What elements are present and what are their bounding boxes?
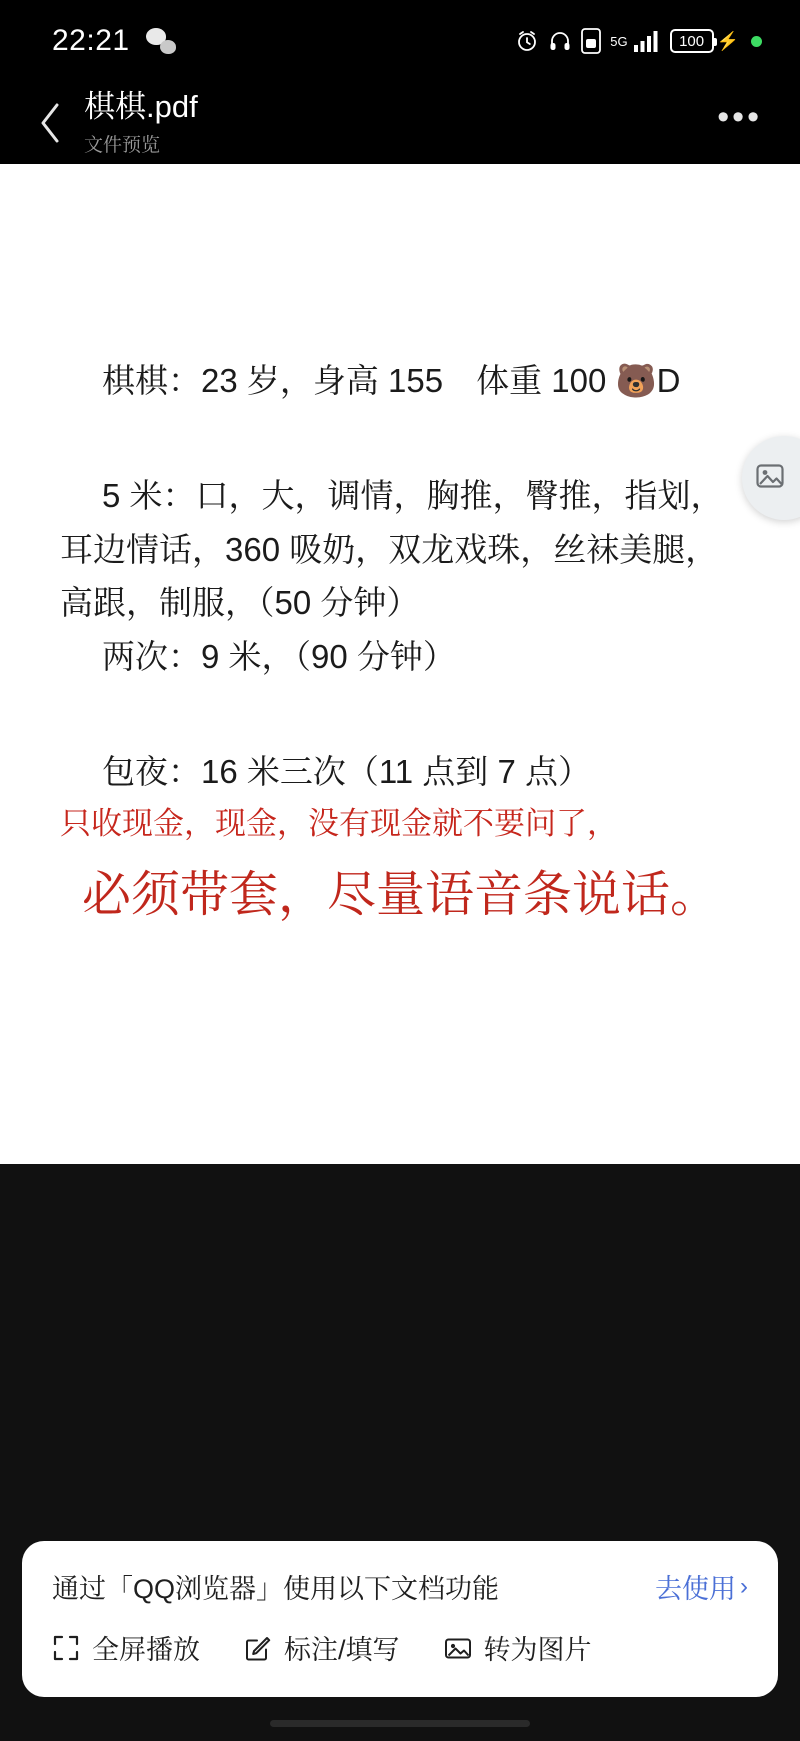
doc-line-3: 两次：9 米，（90 分钟） bbox=[102, 637, 456, 675]
sim-card-icon bbox=[581, 28, 601, 54]
doc-line-1: 棋棋：23 岁，身高 155 体重 100 🐻D bbox=[102, 362, 681, 399]
network-type-label: 5G bbox=[610, 33, 628, 49]
sheet-hint-text: 通过「QQ浏览器」使用以下文档功能 bbox=[52, 1574, 500, 1604]
spacer bbox=[60, 683, 740, 745]
tool-annotate-fill[interactable] bbox=[244, 1628, 400, 1667]
back-button[interactable] bbox=[24, 97, 76, 149]
wechat-icon bbox=[146, 28, 176, 54]
warning-text-small: 只收现金，现金，没有现金就不要问了， bbox=[60, 805, 618, 841]
recording-indicator-dot bbox=[751, 36, 762, 47]
alarm-icon bbox=[515, 29, 539, 53]
title-bar bbox=[0, 82, 800, 164]
tool-convert-to-image[interactable] bbox=[444, 1628, 592, 1667]
document-preview[interactable] bbox=[0, 164, 800, 1164]
tool-label: 标注/填写 bbox=[284, 1635, 400, 1665]
battery-indicator bbox=[670, 29, 739, 53]
headphones-icon bbox=[548, 29, 572, 53]
home-indicator bbox=[270, 1720, 530, 1727]
tool-label: 全屏播放 bbox=[92, 1635, 200, 1665]
signal-icon bbox=[633, 29, 661, 53]
battery-icon bbox=[670, 29, 714, 53]
battery-level: 100 bbox=[679, 32, 705, 50]
doc-line-4: 包夜：16 米三次（11 点到 7 点） bbox=[102, 753, 591, 791]
charging-icon: ⚡ bbox=[716, 31, 739, 51]
warning-text-large: 必须带套，尽量语音条说话。 bbox=[82, 868, 720, 923]
fullscreen-icon bbox=[52, 1634, 80, 1662]
page-title: 棋棋.pdf bbox=[84, 89, 198, 125]
bottom-action-sheet bbox=[22, 1541, 778, 1697]
tool-label: 转为图片 bbox=[483, 1635, 592, 1665]
document-body bbox=[0, 164, 800, 931]
status-bar-right bbox=[515, 28, 762, 54]
chevron-right-icon: › bbox=[740, 1572, 748, 1600]
status-time: 22:21 bbox=[52, 24, 130, 57]
more-dots-icon[interactable]: ••• bbox=[717, 98, 762, 136]
sheet-tool-row bbox=[52, 1628, 748, 1667]
page-subtitle: 文件预览 bbox=[84, 134, 161, 156]
go-use-label: 去使用 bbox=[655, 1574, 736, 1604]
to-image-icon bbox=[444, 1634, 472, 1662]
doc-line-2: 5 米：口，大，调情，胸推，臀推，指划，耳边情话，360 吸奶，双龙戏珠，丝袜美腿，高跟，制服，（50 分钟） bbox=[60, 477, 724, 622]
annotate-icon bbox=[244, 1634, 272, 1662]
sheet-header bbox=[52, 1567, 748, 1606]
spacer bbox=[60, 407, 740, 469]
title-block bbox=[84, 89, 717, 157]
status-bar-left bbox=[52, 24, 176, 58]
tool-fullscreen-play[interactable] bbox=[52, 1628, 200, 1667]
status-bar bbox=[0, 0, 800, 82]
go-use-button[interactable] bbox=[655, 1567, 748, 1606]
